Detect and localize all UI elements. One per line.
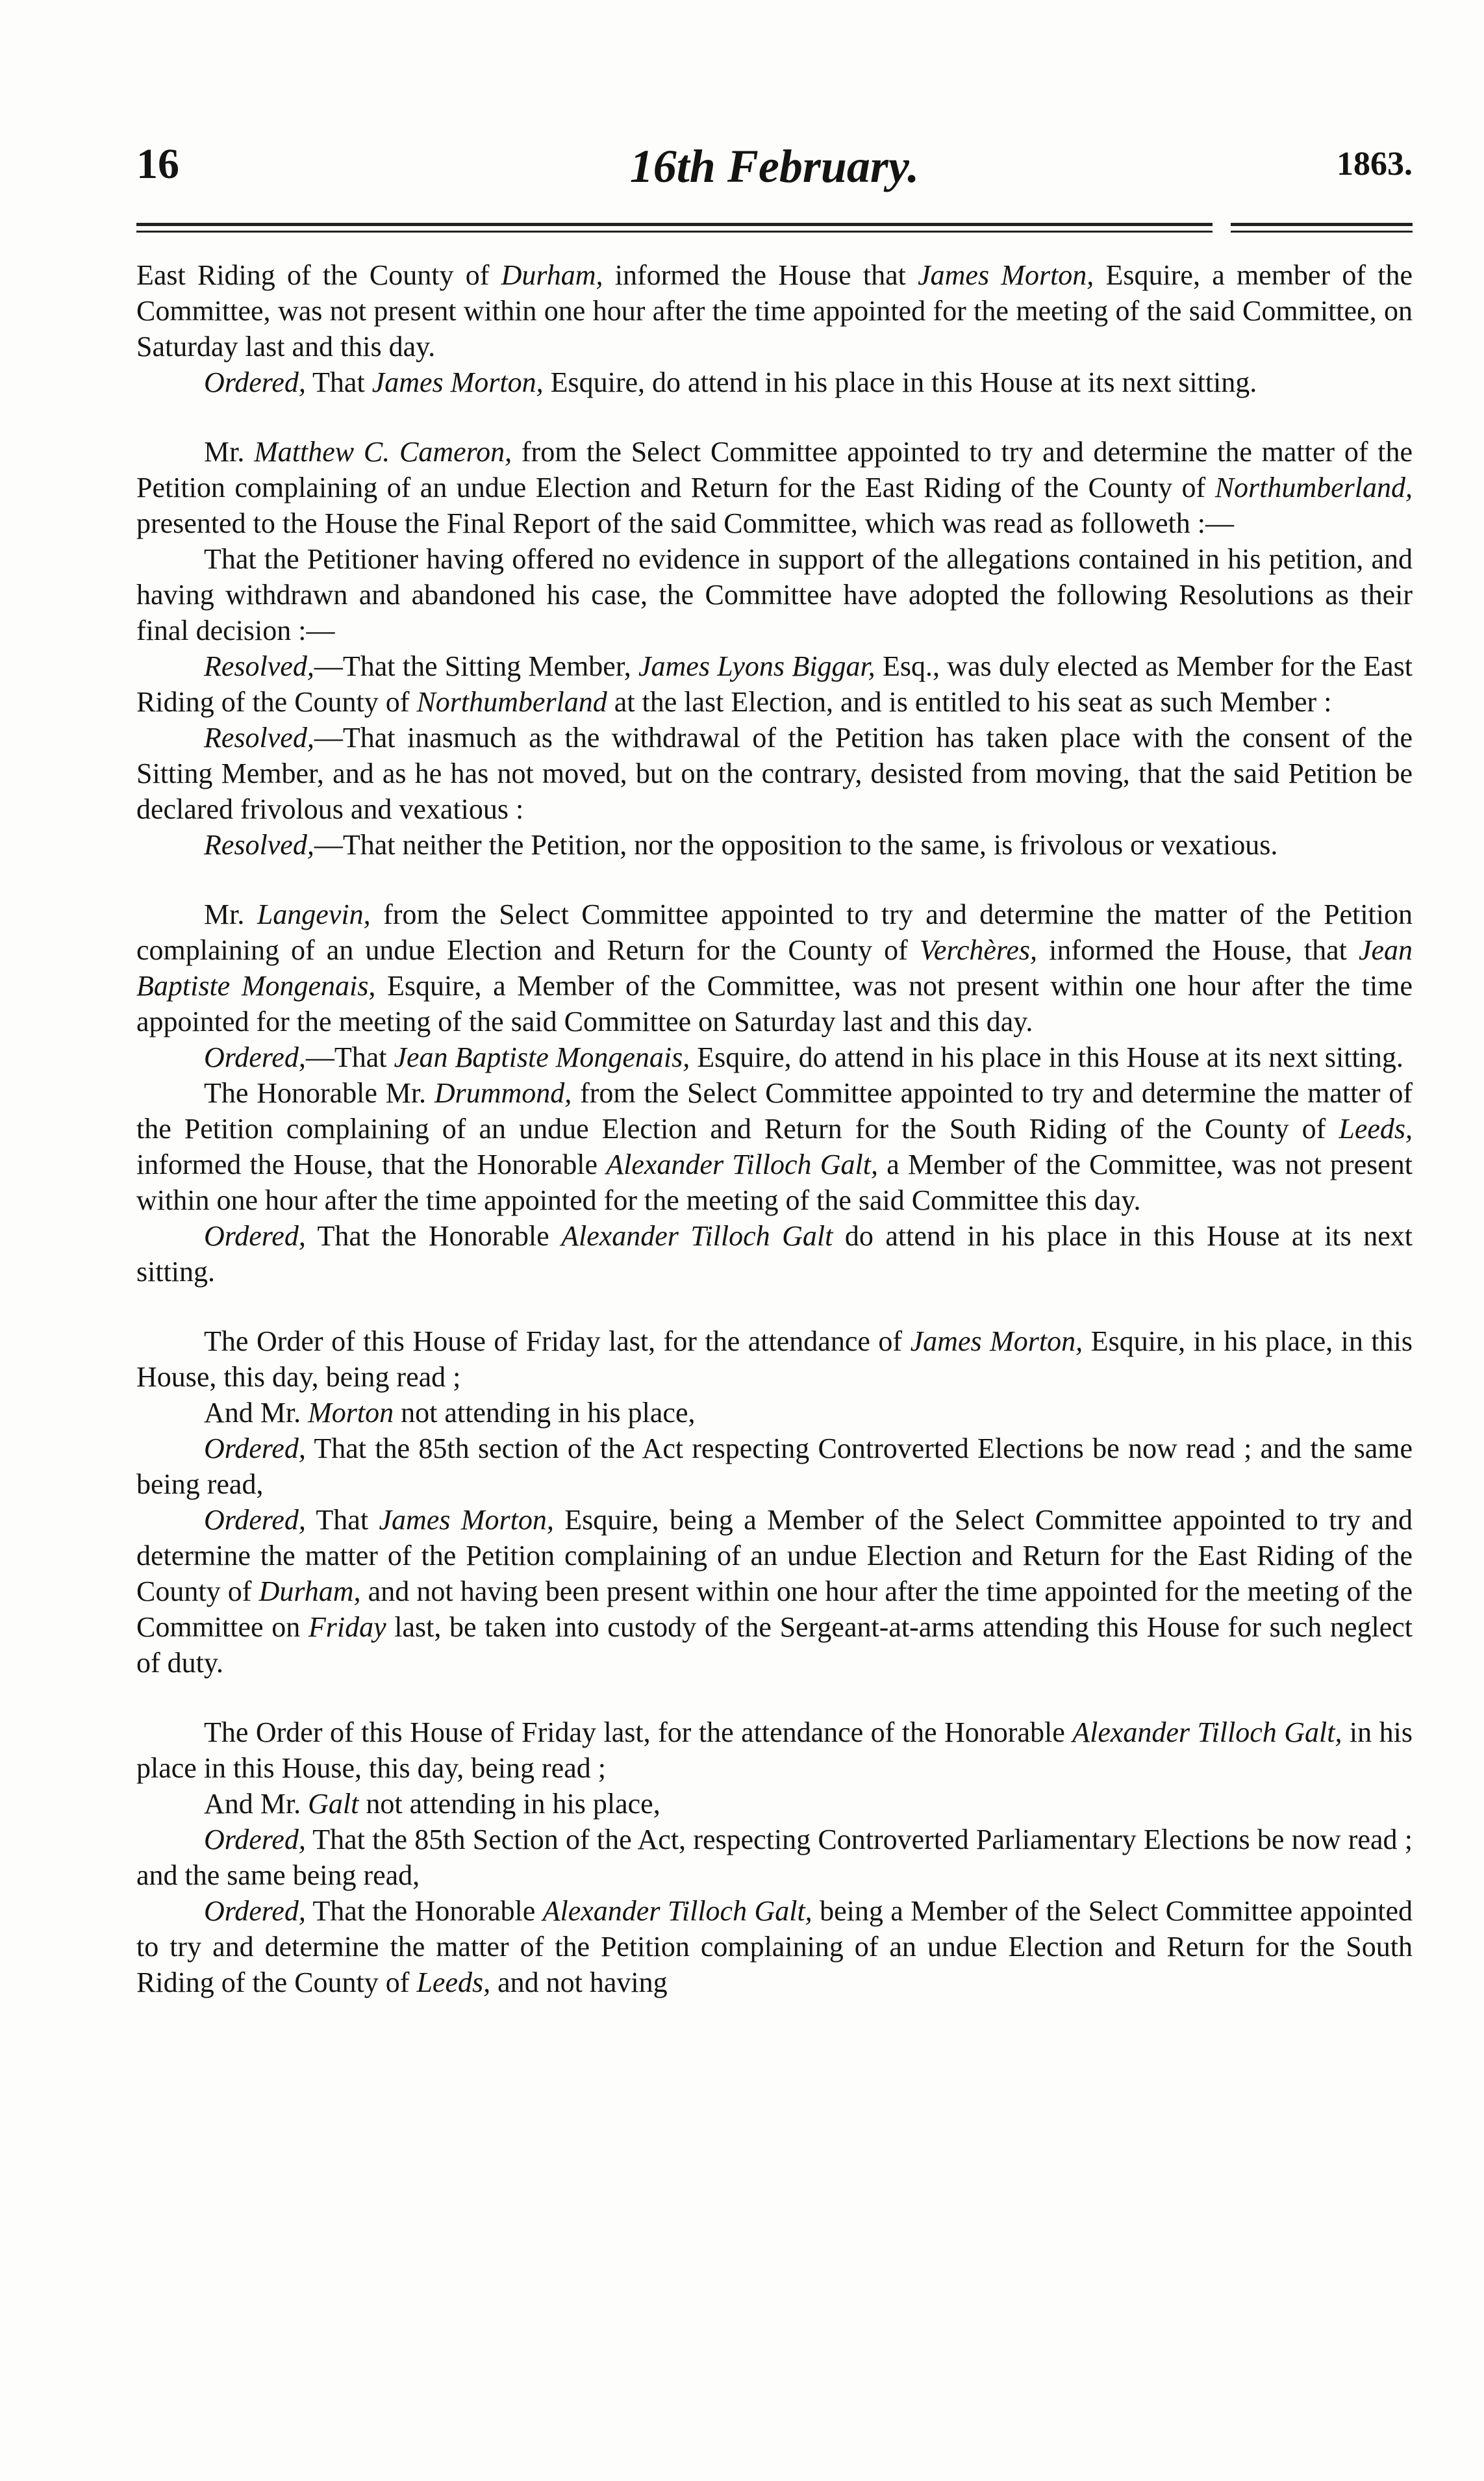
para-ordered-85th-section-parliamentary — [136, 1822, 1413, 1893]
italic-run: Ordered, — [204, 1504, 306, 1536]
text-run: Esq., was duly elected as Member for the East Riding of the County of — [136, 650, 1413, 718]
text-run: informed the House that — [603, 259, 918, 291]
italic-run: Jean Baptiste Mongenais, — [394, 1041, 690, 1073]
italic-run: Alexander Tilloch Galt — [561, 1220, 833, 1252]
italic-run: Ordered, — [204, 1432, 306, 1464]
text-run: Esquire, a member of the Committee, was not present within one hour after the time appointed for the meeting of the said Committee, on Saturday last and this day. — [136, 259, 1413, 363]
text-run: from the Select Committee appointed to try and determine the matter of the Petition complaining of an undue Election and Return for the South Riding of the County of — [136, 1077, 1413, 1145]
text-run: not attending in his place, — [358, 1788, 660, 1820]
text-run: That the 85th section of the Act respecting Controverted Elections be now read ; and the same being read, — [136, 1432, 1413, 1500]
text-run: And Mr. — [204, 1397, 308, 1429]
italic-run: Leeds, — [416, 1966, 491, 1998]
italic-run: Ordered, — [204, 366, 306, 398]
para-morton-not-attending — [136, 1395, 1413, 1431]
text-run: informed the House, that — [1037, 934, 1359, 966]
para-ordered-morton-custody — [136, 1502, 1413, 1681]
text-run: That — [305, 1504, 379, 1536]
para-ordered-galt-member — [136, 1893, 1413, 2000]
para-resolved-biggar-elected — [136, 648, 1413, 720]
italic-run: James Morton, — [371, 366, 544, 398]
italic-run: Jean Baptiste Mongenais, — [136, 934, 1413, 1002]
text-run: do attend in his place in this House at its next sitting. — [136, 1220, 1413, 1288]
italic-run: Durham, — [258, 1575, 361, 1607]
text-run: The Order of this House of Friday last, for the attendance of — [204, 1325, 911, 1357]
text-run: Esquire, do attend in his place in this House at its next sitting. — [543, 366, 1257, 398]
text-run: The Honorable Mr. — [204, 1077, 434, 1109]
text-run: last, be taken into custody of the Sergeant-at-arms attending this House for such neglect of duty. — [136, 1611, 1413, 1679]
italic-run: Alexander Tilloch Galt, — [542, 1895, 812, 1927]
text-run: and not having — [490, 1966, 668, 1998]
italic-run: Morton — [308, 1397, 394, 1429]
text-run: Esquire, do attend in his place in this House at its next sitting. — [690, 1041, 1403, 1073]
italic-run: James Lyons Biggar, — [638, 650, 875, 682]
text-run: informed the House, that the Honorable — [136, 1149, 607, 1180]
text-run: not attending in his place, — [394, 1397, 696, 1429]
journal-page — [136, 140, 1413, 2000]
para-ordered-85th-section-read — [136, 1431, 1413, 1502]
italic-run: Langevin, — [257, 898, 371, 930]
text-run: —That inasmuch as the withdrawal of the Petition has taken place with the consent of the Sitting Member, and as he has not moved, but on the contrary, desisted from moving, that the said Petition be declared frivolous and vexatious : — [136, 722, 1413, 825]
text-run: —That neither the Petition, nor the opposition to the same, is frivolous or vexatious. — [314, 829, 1278, 861]
italic-run: Drummond, — [434, 1077, 572, 1109]
text-run: The Order of this House of Friday last, for the attendance of the Honorable — [204, 1716, 1073, 1748]
para-morton-durham-absence — [136, 257, 1413, 364]
italic-run: Northumberland — [416, 686, 607, 718]
text-run: from the Select Committee appointed to try and determine the matter of the Petition complaining of an undue Election and Return for the East Riding of the County of — [136, 436, 1413, 503]
italic-run: Northumberland, — [1214, 472, 1413, 503]
page-number: 16 — [136, 140, 179, 188]
italic-run: Galt — [308, 1788, 359, 1820]
para-order-galt-read — [136, 1714, 1413, 1786]
text-run: and not having been present within one hour after the time appointed for the meeting of the Committee on — [136, 1575, 1413, 1643]
para-galt-not-attending — [136, 1786, 1413, 1822]
text-run: That the Honorable — [305, 1220, 562, 1252]
italic-run: James Morton, — [918, 259, 1094, 291]
para-cameron-report — [136, 434, 1413, 541]
text-run: at the last Election, and is entitled to his seat as such Member : — [607, 686, 1332, 718]
para-resolved-frivolous — [136, 720, 1413, 827]
para-ordered-mongenais-attend — [136, 1039, 1413, 1075]
para-petitioner-no-evidence — [136, 541, 1413, 648]
text-run: a Member of the Committee, was not present within one hour after the time appointed for the meeting of the said Committee this day. — [136, 1149, 1413, 1216]
italic-run: Alexander Tilloch Galt, — [1072, 1716, 1342, 1748]
para-langevin-report — [136, 897, 1413, 1039]
text-run: That the 85th Section of the Act, respecting Controverted Parliamentary Elections be now read ; and the same being read, — [136, 1824, 1413, 1891]
italic-run: Ordered, — [204, 1895, 306, 1927]
italic-run: Alexander Tilloch Galt, — [606, 1149, 878, 1180]
text-run: —That the Sitting Member, — [314, 650, 638, 682]
italic-run: James Morton, — [379, 1504, 554, 1536]
text-run: That the Petitioner having offered no evidence in support of the allegations contained in his petition, and having withdrawn and abandoned his case, the Committee have adopted the following Resolutions as their final decision :— — [136, 543, 1413, 646]
italic-run: Ordered, — [204, 1041, 306, 1073]
text-run: Mr. — [204, 436, 255, 468]
italic-run: Leeds, — [1339, 1113, 1413, 1145]
italic-run: Resolved, — [204, 722, 314, 754]
italic-run: Ordered, — [204, 1824, 306, 1855]
text-run: Mr. — [204, 898, 257, 930]
text-run: And Mr. — [204, 1788, 308, 1820]
body-text — [136, 257, 1413, 2000]
header-rule — [136, 223, 1413, 233]
italic-run: Ordered, — [204, 1220, 306, 1252]
page-header — [136, 140, 1413, 205]
running-title: 16th February. — [629, 140, 920, 192]
text-run: Esquire, being a Member of the Select Committee appointed to try and determine the matter of the Petition complaining of an undue Election and Return for the East Riding of the County of — [136, 1504, 1413, 1607]
header-rule-long — [136, 223, 1213, 233]
para-drummond-report — [136, 1075, 1413, 1218]
para-ordered-morton-attend — [136, 364, 1413, 400]
text-run: That — [305, 366, 372, 398]
italic-run: Verchères, — [919, 934, 1038, 966]
text-run: —That — [305, 1041, 394, 1073]
text-run: East Riding of the County of — [136, 259, 501, 291]
italic-run: James Morton, — [910, 1325, 1083, 1357]
italic-run: Resolved, — [204, 650, 314, 682]
italic-run: Friday — [308, 1611, 386, 1643]
italic-run: Matthew C. Cameron, — [254, 436, 512, 468]
para-ordered-galt-attend — [136, 1218, 1413, 1290]
year: 1863. — [1337, 146, 1413, 183]
para-resolved-neither — [136, 827, 1413, 863]
para-order-morton-read — [136, 1323, 1413, 1395]
text-run: from the Select Committee appointed to try and determine the matter of the Petition complaining of an undue Election and Return for the County of — [136, 898, 1413, 966]
italic-run: Durham, — [501, 259, 603, 291]
text-run: That the Honorable — [305, 1895, 543, 1927]
text-run: Esquire, a Member of the Committee, was not present within one hour after the time appointed for the meeting of the said Committee on Saturday last and this day. — [136, 970, 1413, 1037]
text-run: in his place in this House, this day, being read ; — [136, 1716, 1413, 1784]
text-run: presented to the House the Final Report of the said Committee, which was read as followeth :— — [136, 507, 1234, 539]
text-run: Esquire, in his place, in this House, this day, being read ; — [136, 1325, 1413, 1393]
italic-run: Resolved, — [204, 829, 314, 861]
text-run: being a Member of the Select Committee appointed to try and determine the matter of the Petition complaining of an undue Election and Return for the South Riding of the County of — [136, 1895, 1413, 1998]
header-rule-short — [1231, 223, 1413, 233]
